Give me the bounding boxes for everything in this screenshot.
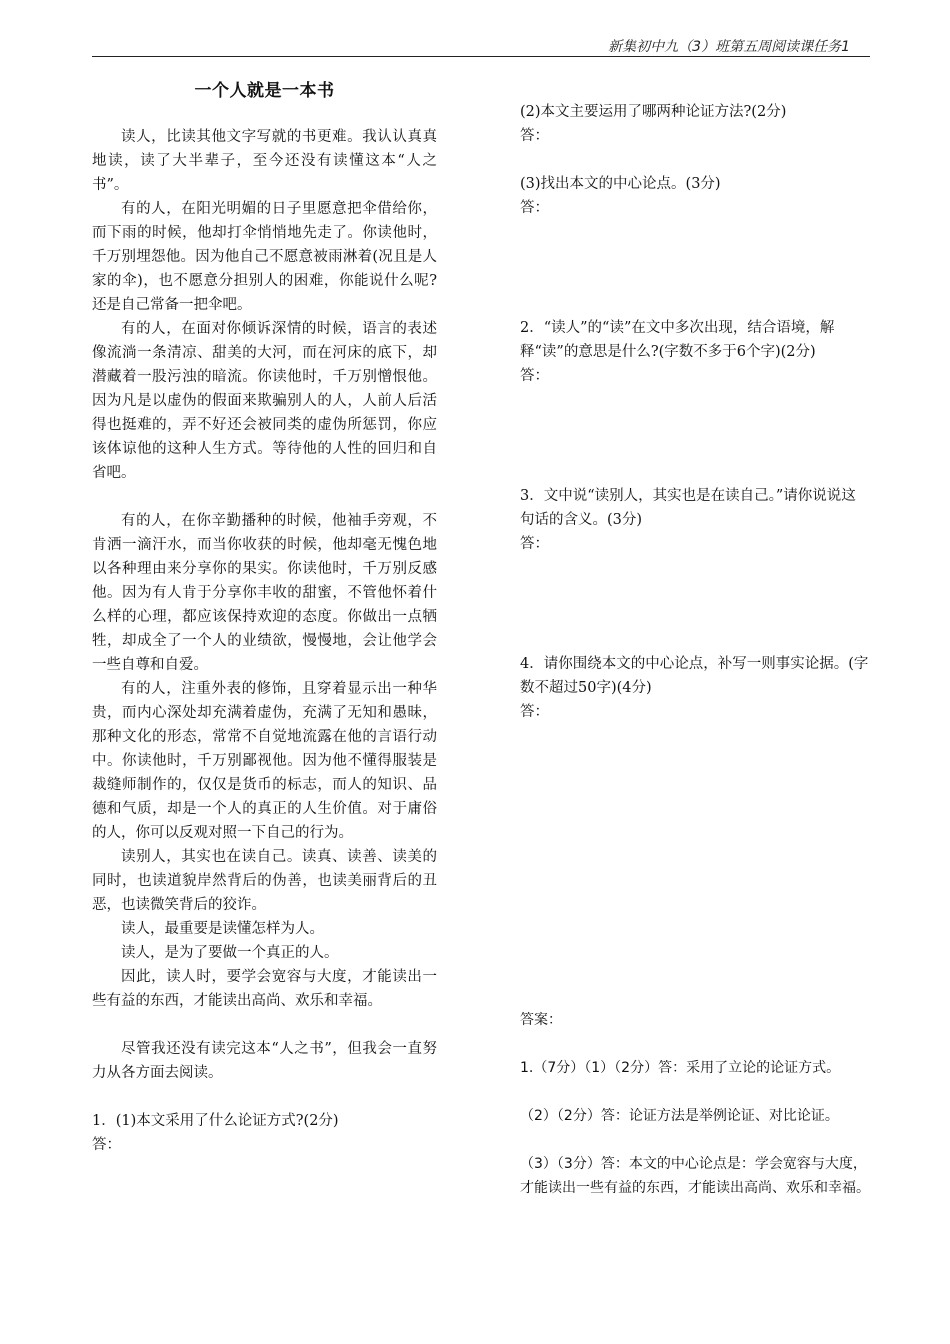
questions-column (520, 100, 870, 1200)
question-3: 3．文中说“读别人，其实也是在读自己。”请你说说这句话的含义。(3分) (520, 488, 856, 528)
paragraph: 读别人，其实也在读自己。读真、读善、读美的同时，也读道貌岸然背后的伪善，也读美丽背后的丑恶，也读微笑背后的狡诈。 (92, 849, 437, 913)
question-4: 4．请你围绕本文的中心论点，补写一则事实论据。(字数不超过50字)(4分) (520, 656, 869, 696)
paragraph: 有的人，在阳光明媚的日子里愿意把伞借给你，而下雨的时候，他却打伞悄悄地先走了。你读他时，千万别埋怨他。因为他自己不愿意被雨淋着(况且是人家的伞)，也不愿意分担别人的困难，你能说什么呢?还是自己常备一把伞吧。 (92, 201, 437, 313)
article-title: 一个人就是一本书 (194, 81, 335, 101)
answer-label: 答： (92, 1137, 121, 1153)
paragraph: 有的人，注重外表的修饰，且穿着显示出一种华贵，而内心深处却充满着虚伪，充满了无知和愚昧，那种文化的形态，常常不自觉地流露在他的言语行动中。你读他时，千万别鄙视他。因为他不懂得服装是裁缝师制作的，仅仅是货币的标志，而人的知识、品德和气质，却是一个人的真正的人生价值。对于庸俗的人，你可以反观对照一下自己的行为。 (92, 681, 437, 841)
answer-key-1: 1.（7分）（1）（2分）答：采用了立论的论证方式。 (520, 1060, 841, 1076)
paragraph: 因此，读人时，要学会宽容与大度，才能读出一些有益的东西，才能读出高尚、欢乐和幸福。 (92, 969, 437, 1009)
header-text: 新集初中九（3）班第五周阅读课任务1 (608, 39, 850, 55)
answer-label: 答： (520, 128, 549, 144)
paragraph: 尽管我还没有读完这本“人之书”，但我会一直努力从各方面去阅读。 (92, 1041, 437, 1081)
answer-label: 答： (520, 704, 549, 720)
answer-label: 答： (520, 536, 549, 552)
answer-key-2: （2）（2分）答：论证方法是举例论证、对比论证。 (520, 1108, 839, 1124)
answer-key-label: 答案： (520, 1012, 562, 1028)
answer-key-3: （3）（3分）答：本文的中心论点是：学会宽容与大度，才能读出一些有益的东西，才能读出高尚、欢乐和幸福。 (520, 1156, 870, 1196)
question-1-3: (3)找出本文的中心论点。(3分) (520, 176, 721, 192)
answer-label: 答： (520, 200, 549, 216)
paragraph: 有的人，在面对你倾诉深情的时候，语言的表述像流淌一条清凉、甜美的大河，而在河床的底下，却潜藏着一股污浊的暗流。你读他时，千万别憎恨他。因为凡是以虚伪的假面来欺骗别人的人，人前人后活得也挺难的，弄不好还会被同类的虚伪所惩罚，你应该体谅他的这种人生方式。等待他的人性的回归和自省吧。 (92, 321, 437, 481)
answer-label: 答： (520, 368, 549, 384)
page-header (92, 36, 870, 57)
paragraph: 读人，最重要是读懂怎样为人。 (121, 921, 324, 937)
question-2: 2．“读人”的“读”在文中多次出现，结合语境，解释“读”的意思是什么?(字数不多于6个字)(2分) (520, 320, 835, 360)
paragraph: 有的人，在你辛勤播种的时候，他袖手旁观，不肯洒一滴汗水，而当你收获的时候，他却毫无愧色地以各种理由来分享你的果实。你读他时，千万别反感他。因为有人肯于分享你丰收的甜蜜，不管他怀着什么样的心理，都应该保持欢迎的态度。你做出一点牺牲，却成全了一个人的业绩欲，慢慢地，会让他学会一些自尊和自爱。 (92, 513, 437, 673)
question-1-2: (2)本文主要运用了哪两种论证方法?(2分) (520, 104, 787, 120)
paragraph: 读人，比读其他文字写就的书更难。我认认真真地读，读了大半辈子，至今还没有读懂这本“人之书”。 (92, 129, 437, 193)
article-column (92, 76, 437, 1157)
paragraph: 读人，是为了要做一个真正的人。 (121, 945, 339, 961)
question-1-1: 1．(1)本文采用了什么论证方式?(2分) (92, 1113, 339, 1129)
